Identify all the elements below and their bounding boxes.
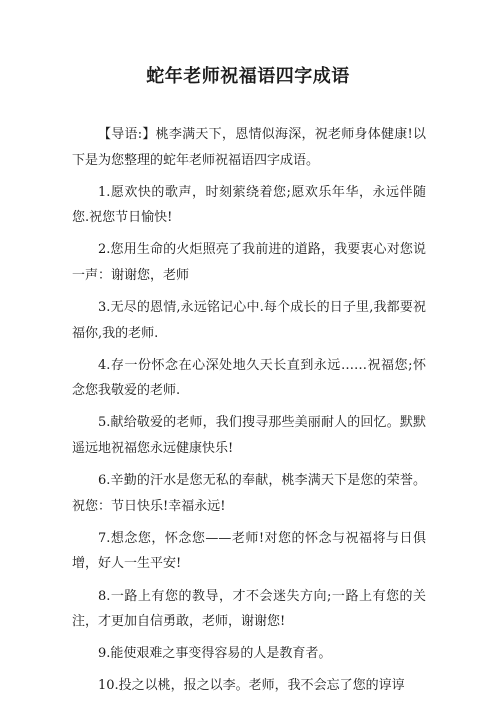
list-item: 7.想念您，怀念您——老师!对您的怀念与祝福将与日俱增，好人一生平安! — [72, 530, 426, 572]
list-item: 3.无尽的恩情,永远铭记心中.每个成长的日子里,我都要祝福你,我的老师. — [72, 300, 426, 341]
list-item: 6.辛勤的汗水是您无私的奉献，桃李满天下是您的荣誉。祝您：节日快乐!幸福永远! — [72, 473, 426, 514]
list-item: 8.一路上有您的教导，才不会迷失方向;一路上有您的关注，才更加自信勇敢，老师，谢谢您! — [72, 588, 426, 630]
list-item: 1.愿欢快的歌声，时刻萦绕着您;愿欢乐年华，永远伴随您.祝您节日愉快! — [72, 184, 426, 226]
list-item: 4.存一份怀念在心深处地久天长直到永远……祝福您;怀念您我敬爱的老师. — [72, 357, 426, 399]
list-item: 10.投之以桃，报之以李。老师，我不会忘了您的谆谆 — [98, 678, 405, 694]
document-body — [72, 122, 426, 705]
list-item: 9.能使艰难之事变得容易的人是教育者。 — [98, 646, 332, 662]
intro-paragraph: 【导语:】桃李满天下，恩情似海深，祝老师身体健康!以下是为您整理的蛇年老师祝福语四字成语。 — [72, 127, 426, 168]
page-title: 蛇年老师祝福语四字成语 — [146, 66, 350, 87]
list-item: 2.您用生命的火炬照亮了我前进的道路，我要衷心对您说一声：谢谢您，老师 — [72, 242, 426, 283]
list-item: 5.献给敬爱的老师，我们搜寻那些美丽耐人的回忆。默默遥远地祝福您永远健康快乐! — [72, 415, 426, 457]
